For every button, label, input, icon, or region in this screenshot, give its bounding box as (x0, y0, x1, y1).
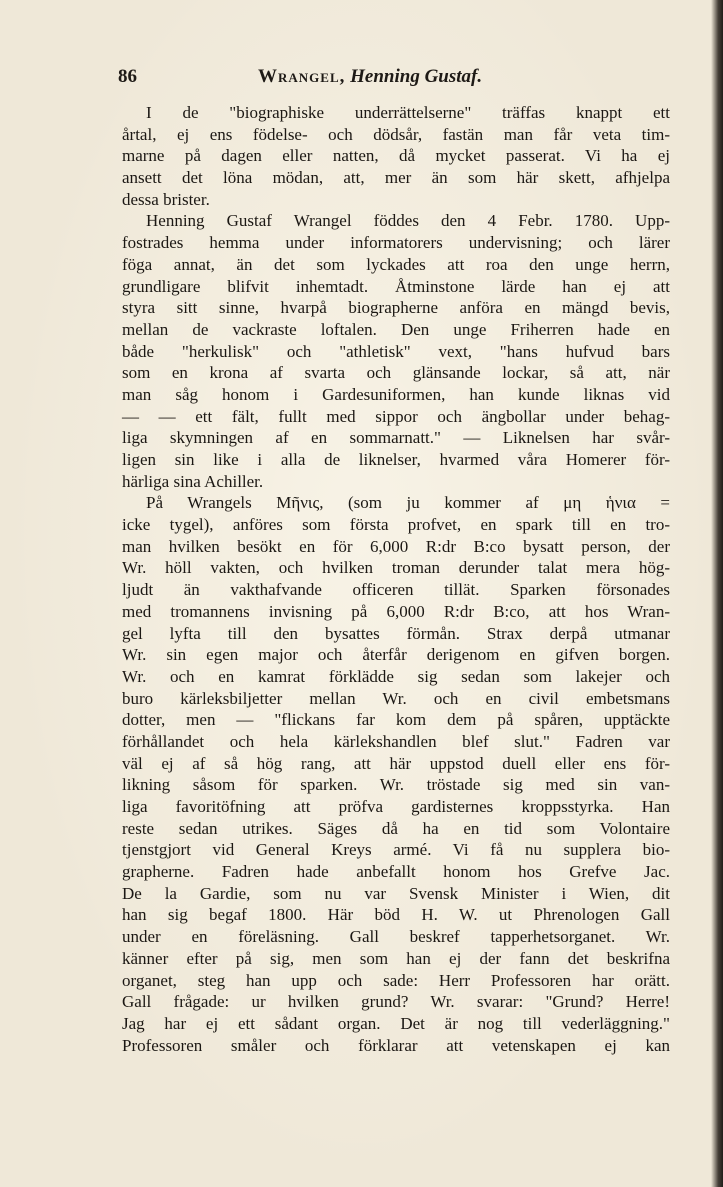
text-line: ansett det löna mödan, att, mer än som här skett, afhjelpa (122, 168, 670, 188)
text-line: buro kärleksbiljetter mellan Wr. och en civil embetsmans (122, 688, 670, 708)
running-head-given-names: Henning Gustaf. (350, 66, 483, 87)
text-line: mellan de vackraste loftalen. Den unge Friherren hade en (122, 319, 670, 339)
body-text (122, 102, 670, 1056)
text-line: Henning Gustaf Wrangel föddes den 4 Febr. 1780. Upp- (146, 211, 670, 231)
text-line: liga skymningen af en sommarnatt." — Liknelsen har svår- (122, 428, 670, 448)
text-line: Professoren småler och förklarar att vetenskapen ej kan (122, 1035, 670, 1055)
page-number: 86 (118, 66, 137, 87)
text-line: gel lyfta till den bysattes förmån. Strax derpå utmanar (122, 623, 670, 643)
text-line: under en föreläsning. Gall beskref tapperhetsorganet. Wr. (122, 927, 670, 947)
page-edge-shadow (711, 0, 723, 1187)
text-line: härliga sina Achiller. (122, 471, 264, 491)
running-head (258, 66, 482, 88)
text-line: grapherne. Fadren hade anbefallt honom hos Grefve Jac. (122, 862, 670, 882)
text-line: Wr. sin egen major och återfår derigenom en gifven borgen. (122, 645, 670, 665)
text-line: man hvilken besökt en för 6,000 R:dr B:co bysatt person, der (122, 536, 670, 556)
text-line: dessa brister. (122, 189, 210, 209)
text-line: På Wrangels Μῆνις, (som ju kommer af μη ἡνια = (146, 493, 670, 513)
text-line: — — ett fält, fullt med sippor och ängbollar under behag- (122, 406, 670, 426)
text-line: med tromannens invisning på 6,000 R:dr B:co, att hos Wran- (122, 601, 670, 621)
text-line: marne på dagen eller natten, då mycket passerat. Vi ha ej (122, 146, 670, 166)
text-line: dotter, men — "flickans far kom dem på spåren, upptäckte (122, 710, 670, 730)
text-line: väl ej af så hög rang, att här uppstod duell eller ens för- (122, 753, 670, 773)
text-line: känner efter på sig, men som han ej der fann det beskrifna (122, 948, 670, 968)
text-line: förhållandet och hela kärlekshandlen blef slut." Fadren var (122, 731, 670, 751)
text-line: föga annat, än det som lyckades att roa den unge herrn, (122, 254, 670, 274)
text-line: både "herkulisk" och "athletisk" vext, "hans hufvud bars (122, 341, 670, 361)
text-line: fostrades hemma under informatorers undervisning; och lärer (122, 233, 670, 253)
text-line: Jag har ej ett sådant organ. Det är nog till vederläggning." (122, 1013, 670, 1033)
page-header (118, 66, 670, 92)
text-line: han sig begaf 1800. Här böd H. W. ut Phrenologen Gall (122, 905, 670, 925)
text-line: liga favoritöfning att pröfva gardisternes kroppsstyrka. Han (122, 797, 670, 816)
text-line: man såg honom i Gardesuniformen, han kunde liknas vid (122, 384, 670, 404)
text-line: ligen sin like i alla de liknelser, hvarmed våra Homerer för- (122, 450, 670, 469)
text-line: årtal, ej ens födelse- och dödsår, fastän man får veta tim- (122, 124, 670, 144)
running-head-surname: Wrangel, (258, 66, 346, 87)
text-line: I de "biographiske underrättelserne" träffas knappt ett (146, 103, 670, 122)
text-line: Wr. höll vakten, och hvilken troman derunder talat mera hög- (122, 558, 670, 578)
text-line: tjenstgjort vid General Kreys armé. Vi få nu supplera bio- (122, 840, 670, 860)
text-line: ljudt än vakthafvande officeren tillät. Sparken försonades (122, 580, 670, 600)
text-line: reste sedan utrikes. Säges då ha en tid som Volontaire (122, 818, 670, 838)
text-line: icke tygel), anföres som första profvet, en spark till en tro- (122, 515, 670, 535)
text-line: Wr. och en kamrat förklädde sig sedan som lakejer och (122, 666, 670, 686)
text-line: likning såsom för sparken. Wr. tröstade sig med sin van- (122, 775, 670, 795)
text-line: organet, steg han upp och sade: Herr Professoren har orätt. (122, 970, 670, 990)
text-line: Gall frågade: ur hvilken grund? Wr. svarar: "Grund? Herre! (122, 992, 670, 1012)
text-line: styra sitt sinne, hvarpå biographerne anföra en mängd bevis, (122, 298, 670, 318)
text-line: grundligare blifvit inhemtadt. Åtminstone lärde han ej att (122, 276, 670, 296)
text-line: De la Gardie, som nu var Svensk Minister i Wien, dit (122, 883, 670, 903)
text-line: som en krona af svarta och glänsande lockar, så att, när (122, 363, 670, 383)
